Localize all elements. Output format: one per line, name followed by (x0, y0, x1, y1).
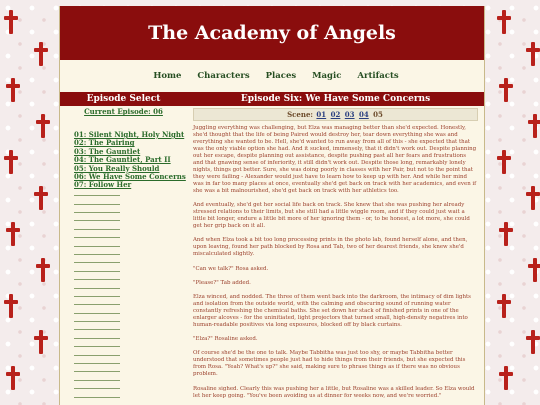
scene-link-02[interactable]: 02 (330, 110, 341, 119)
nav-magic[interactable]: Magic (312, 71, 342, 81)
story-paragraph: "Elza?" Rosaline asked. (193, 336, 258, 343)
episode-item-empty (74, 332, 187, 340)
story-paragraph: Of course she'd be the one to talk. Maybe Tabbitha was just too shy, or maybe Tabbitha better understood that sometimes people just had to hide things from their friends, but she expected this from Rosa. "Yeah? What's up?" she said, making sure to phrase things as if there was no obvious problem. (193, 350, 466, 378)
cross-icon (526, 42, 540, 66)
cross-icon (6, 222, 20, 246)
cross-icon (499, 222, 513, 246)
episode-item-empty (74, 232, 187, 240)
story-paragraph: Juggling everything was challenging, but Elza was managing better than she'd expected. Honestly, she'd thought that the life of being Paired would destroy her, tear down everything she was and everything she wanted to be. Hell, she'd wanted to run away from all of this - she expected that that was the only viable option she had. And it sucked, immensely, that it didn't work out. Despite planning out her escape, despite planning out assistance, despite pushing past all her fears and frustrations and that gnawing sense of inferiority, it still didn't work out. Despite those long, remarkably lonely nights, things got better. Sure, she was doing poorly in classes with her Pair, but not to the point that they were failing - Alexander would just have to learn how to keep up with her. And while her mind was in far too many places at once, eventually she'd get back on track with her academics, and even if she was a bit malnourished, she'd get back on track with her athletics too. (193, 125, 477, 194)
cross-icon (499, 366, 513, 390)
site-banner (60, 6, 484, 60)
cross-icon (34, 330, 48, 354)
episode-link-03[interactable]: 03: The Gauntlet (74, 146, 141, 156)
episode-link-02[interactable]: 02: The Pairing (74, 138, 135, 148)
episode-item-empty (74, 383, 187, 391)
cross-icon (4, 150, 18, 174)
story-paragraph: Elza winced, and nodded. The three of them went back into the darkroom, the intimacy of dim lights and isolation from the outside world, with the calming and obscuring sound of running water constantly refreshing the chemical baths. She set down her stack of finished prints in one of the enlarger alcoves - for the uninitiated, light projectors that turned small, high-density negatives into human-readable positives via long exposures, blocked off by black curtains. (193, 293, 471, 328)
cross-icon (6, 78, 20, 102)
cross-icon (497, 294, 511, 318)
nav-places[interactable]: Places (265, 71, 297, 81)
episode-item-empty (74, 391, 187, 399)
episode-item-empty (74, 307, 187, 315)
episode-item-empty (74, 257, 187, 265)
episode-item-empty (74, 207, 187, 215)
episode-heading: Episode Six: We Have Some Concerns (187, 92, 484, 106)
episode-item-empty (74, 240, 187, 248)
episode-item-empty (74, 374, 187, 382)
story-paragraph: Rosaline sighed. Clearly this was pushing her a little, but Rosaline was a skilled leader. So Elza would let her keep going. "You've been avoiding us at dinner for weeks now, and we're worried." (193, 385, 475, 399)
episode-item-empty (74, 316, 187, 324)
scene-current: 05 (373, 110, 383, 119)
scene-link-03[interactable]: 03 (344, 110, 355, 119)
episode-item-empty (74, 299, 187, 307)
cross-icon (4, 10, 18, 34)
episode-list (74, 131, 187, 405)
main-nav (60, 60, 484, 92)
cross-icon (526, 186, 540, 210)
episode-item-empty (74, 215, 187, 223)
scene-label: Scene: (287, 110, 313, 119)
episode-item-empty (74, 265, 187, 273)
cross-icon (36, 114, 50, 138)
story-paragraph: And eventually, she'd get her social life back on track. She knew that she was pushing her already stressed relations to their limits, but she still had a little wiggle room, and if they could just wait a little bit longer, endure a little bit more of her ignoring them - or, to be honest, a lot more, she could get her grip back on it all. (193, 202, 470, 230)
story-paragraph: "Can we talk?" Rosa asked. (193, 265, 269, 272)
story-paragraph: And when Elza took a bit too long processing prints in the photo lab, found herself alone, and then, upon leaving, found her path blocked by Rosa and Tab, two of her dearest friends, she knew she'd miscalculated slightly. (193, 237, 468, 258)
nav-home[interactable]: Home (153, 71, 182, 81)
episode-link-07[interactable]: 07: Follow Her (74, 180, 132, 190)
episode-item-empty (74, 349, 187, 357)
cross-icon (497, 10, 511, 34)
episode-item-empty (74, 198, 187, 206)
episode-item (74, 181, 187, 189)
episode-item-empty (74, 223, 187, 231)
cross-icon (526, 330, 540, 354)
episode-item-empty (74, 291, 187, 299)
episode-link-06[interactable]: 06: We Have Some Concerns (74, 172, 186, 182)
episode-item-empty (74, 358, 187, 366)
cross-icon (528, 114, 540, 138)
episode-item-empty (74, 366, 187, 374)
episode-item-empty (74, 190, 187, 198)
cross-icon (497, 150, 511, 174)
episode-item-empty (74, 324, 187, 332)
episode-link-05[interactable]: 05: You Really Should (74, 163, 160, 173)
cross-icon (499, 78, 513, 102)
cross-icon (36, 258, 50, 282)
episode-main (187, 92, 484, 405)
page (59, 6, 485, 405)
nav-characters[interactable]: Characters (197, 71, 250, 81)
scene-selector (193, 108, 478, 121)
cross-icon (528, 258, 540, 282)
story-text (193, 125, 478, 400)
episode-item-empty (74, 400, 187, 405)
cross-icon (4, 294, 18, 318)
story-paragraph: "Please?" Tab added. (193, 279, 251, 286)
current-episode-link[interactable]: Current Episode: 06 (84, 107, 163, 116)
episode-link-04[interactable]: 04: The Gauntlet, Part II (74, 155, 171, 165)
episode-item-empty (74, 341, 187, 349)
episode-item-empty (74, 282, 187, 290)
scene-link-01[interactable]: 01 (316, 110, 327, 119)
episode-sidebar (60, 92, 187, 405)
episode-item-empty (74, 249, 187, 257)
cross-icon (34, 42, 48, 66)
nav-artifacts[interactable]: Artifacts (357, 71, 399, 81)
episode-link-01[interactable]: 01: Silent Night, Holy Night (74, 130, 185, 139)
scene-link-04[interactable]: 04 (358, 110, 369, 119)
episode-item-empty (74, 274, 187, 282)
sidebar-heading: Episode Select (60, 92, 187, 106)
site-title: The Academy of Angels (148, 22, 396, 44)
cross-icon (6, 366, 20, 390)
cross-icon (34, 186, 48, 210)
